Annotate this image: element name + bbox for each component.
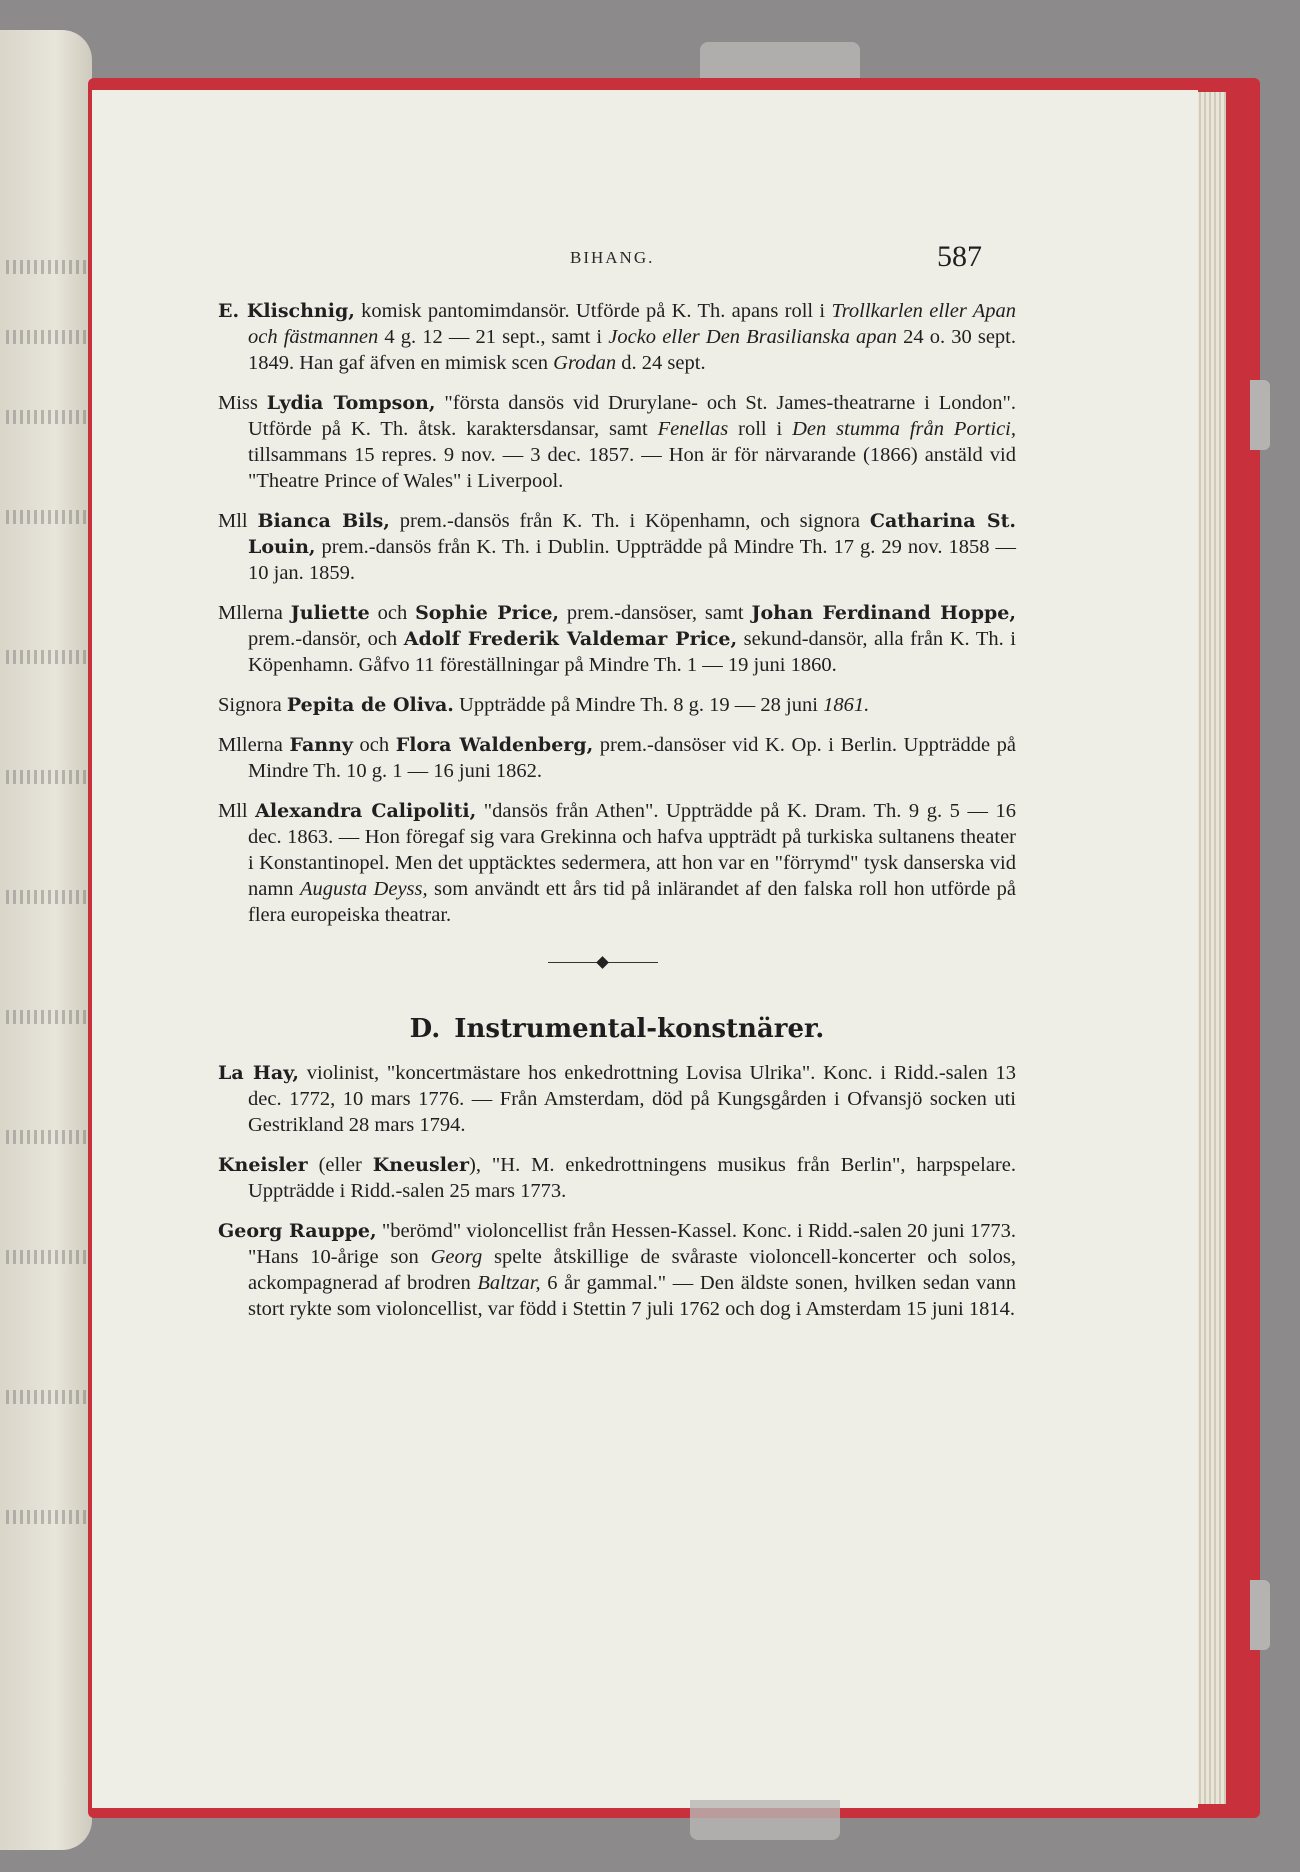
bleed-through-text [6,770,86,784]
entry-tompson [218,390,1016,494]
entry-italic: Trollkarlen eller Apan och fästmannen [248,300,1017,348]
entry-prefix: Mllerna [218,734,290,756]
entry-text: prem.-dansös från K. Th. i Köpenhamn, och signora [389,510,870,532]
entry-rauppe [218,1218,1016,1322]
entry-italic: Augusta Deyss, [299,878,428,900]
scanner-clip-bottom [690,1800,840,1840]
entry-text: roll i [728,418,793,440]
entry-italic: Den stumma från Portici, [792,418,1016,440]
entry-text: prem.-dansöser vid K. Op. i Berlin. Uppträdde på Mindre Th. 10 g. 1 — 16 juni 1862. [248,734,1016,782]
entry-name: Lydia Tompson, [266,392,436,414]
bleed-through-text [6,1510,86,1524]
entry-oliva [218,692,1016,718]
entry-text: och [352,734,396,756]
entry-name: Alexandra Calipoliti, [255,800,477,822]
entry-italic: Fenellas [657,418,729,440]
entry-text: prem.-dansös från K. Th. i Dublin. Uppträdde på Mindre Th. 17 g. 29 nov. 1858 — 10 jan. 1859. [248,536,1016,584]
entry-price [218,600,1016,678]
entry-text: d. 24 sept. [616,352,706,374]
entry-name: Bianca Bils, [257,510,390,532]
entry-name: Kneusler [372,1154,470,1176]
bleed-through-text [6,890,86,904]
entry-text: ), "H. M. enkedrottningens musikus från Berlin", harpspelare. Uppträdde i Ridd.-salen 25 mars 1773. [248,1154,1016,1202]
entry-italic: Georg [430,1246,483,1268]
scanner-clip-right [1250,1580,1270,1650]
page-header [218,240,982,280]
entry-name: Flora Waldenberg, [395,734,594,756]
entry-text: "dansös från Athen". Uppträdde på K. Dram. Th. 9 g. 5 — 16 dec. 1863. — Hon föregaf sig vara Grekinna och hafva uppträdt på turkiska sultanens theater i Konstantinopel. Men det upptäcktes sedermera, att hon var en "förrymd" tysk danserska vid namn [248,800,1016,900]
entry-prefix: Mll [218,510,258,532]
page-number: 587 [937,240,982,273]
entry-prefix: Mllerna [218,602,291,624]
section-heading [218,1016,1016,1042]
entry-text: 24 o. 30 sept. 1849. Han gaf äfven en mimisk scen [248,326,1016,374]
page-body [218,298,1016,1336]
entry-text: (eller [307,1154,373,1176]
entry-name: Catharina St. Louin, [248,510,1016,558]
entry-text: "berömd" violoncellist från Hessen-Kassel. Konc. i Ridd.-salen 20 juni 1773. "Hans 10-årige son [248,1220,1017,1268]
entry-name: Johan Ferdinand Hoppe, [751,602,1016,624]
bleed-through-text [6,1010,86,1024]
entry-klischnig [218,298,1016,376]
entry-text: prem.-dansöser, samt [559,602,752,624]
bleed-through-text [6,260,86,274]
entry-name: E. Klischnig, [218,300,355,322]
entry-text: prem.-dansör, och [248,628,404,650]
entry-la-hay [218,1060,1016,1138]
entry-prefix: Signora [218,694,287,716]
entry-waldenberg [218,732,1016,784]
bleed-through-text [6,1130,86,1144]
entry-bils [218,508,1016,586]
page-stack-edge [1196,92,1226,1804]
entry-name: Georg Rauppe, [218,1220,377,1242]
entry-text: och [369,602,416,624]
entry-text: som användt ett års tid på inlärandet af den falska roll hon utförde på flera europeiska theatrar. [248,878,1016,926]
entry-kneisler [218,1152,1016,1204]
bleed-through-text [6,1250,86,1264]
entry-prefix: Miss [218,392,267,414]
bleed-through-text [6,650,86,664]
entry-text: 6 år gammal." — Den äldste sonen, hvilken sedan vann stort rykte som violoncellist, var född i Stettin 7 juli 1762 och dog i Amsterdam 15 juni 1814. [248,1272,1017,1320]
scanner-clip-right [1250,380,1270,450]
entry-name: Adolf Frederik Valdemar Price, [403,628,738,650]
entry-text: violinist, "koncertmästare hos enkedrottning Lovisa Ulrika". Konc. i Ridd.-salen 13 dec. 1772, 10 mars 1776. — Från Amsterdam, död på Kungsgården i Ofvansjö socken uti Gestrikland 28 mars 1794. [248,1062,1017,1136]
entry-text: "första dansös vid Drurylane- och St. James-theatrarne i London". Utförde på K. Th. åtsk. karaktersdansar, samt [248,392,1016,440]
section-divider [218,948,1016,978]
entry-italic: Baltzar, [477,1272,541,1294]
entry-text: Uppträdde på Mindre Th. 8 g. 19 — 28 juni [453,694,824,716]
entry-italic: Jocko eller Den Brasilianska apan [608,326,897,348]
entry-name: Fanny [289,734,353,756]
entry-name: Kneisler [218,1154,308,1176]
section-letter: D. [409,1014,441,1044]
entry-text: sekund-dansör, alla från K. Th. i Köpenhamn. Gåfvo 11 föreställningar på Mindre Th. 1 — 19 juni 1860. [248,628,1016,676]
entry-text: tillsammans 15 repres. 9 nov. — 3 dec. 1857. — Hon är för närvarande (1866) anstäld vid "Theatre Prince of Wales" i Liverpool. [248,444,1016,492]
entry-calipoliti [218,798,1016,928]
entry-text: 4 g. 12 — 21 sept., samt i [378,326,609,348]
entry-text: komisk pantomimdansör. Utförde på K. Th. apans roll i [354,300,832,322]
entry-name: La Hay, [218,1062,300,1084]
entry-name: Sophie Price, [415,602,560,624]
entry-name: Juliette [290,602,370,624]
entry-text: spelte åtskillige de svåraste violoncell-koncerter och solos, ackompagnerad af brodren [248,1246,1016,1294]
section-title: Instrumental-konstnärer. [454,1014,825,1044]
entry-italic: 1861. [823,694,870,716]
entry-italic: Grodan [553,352,617,374]
bleed-through-text [6,330,86,344]
bleed-through-text [6,1390,86,1404]
bleed-through-text [6,510,86,524]
entry-name: Pepita de Oliva. [286,694,454,716]
bleed-through-text [6,410,86,424]
running-head: BIHANG. [570,248,655,267]
entry-prefix: Mll [218,800,256,822]
left-page-edge [0,30,92,1850]
divider-diamond-icon [596,956,609,969]
